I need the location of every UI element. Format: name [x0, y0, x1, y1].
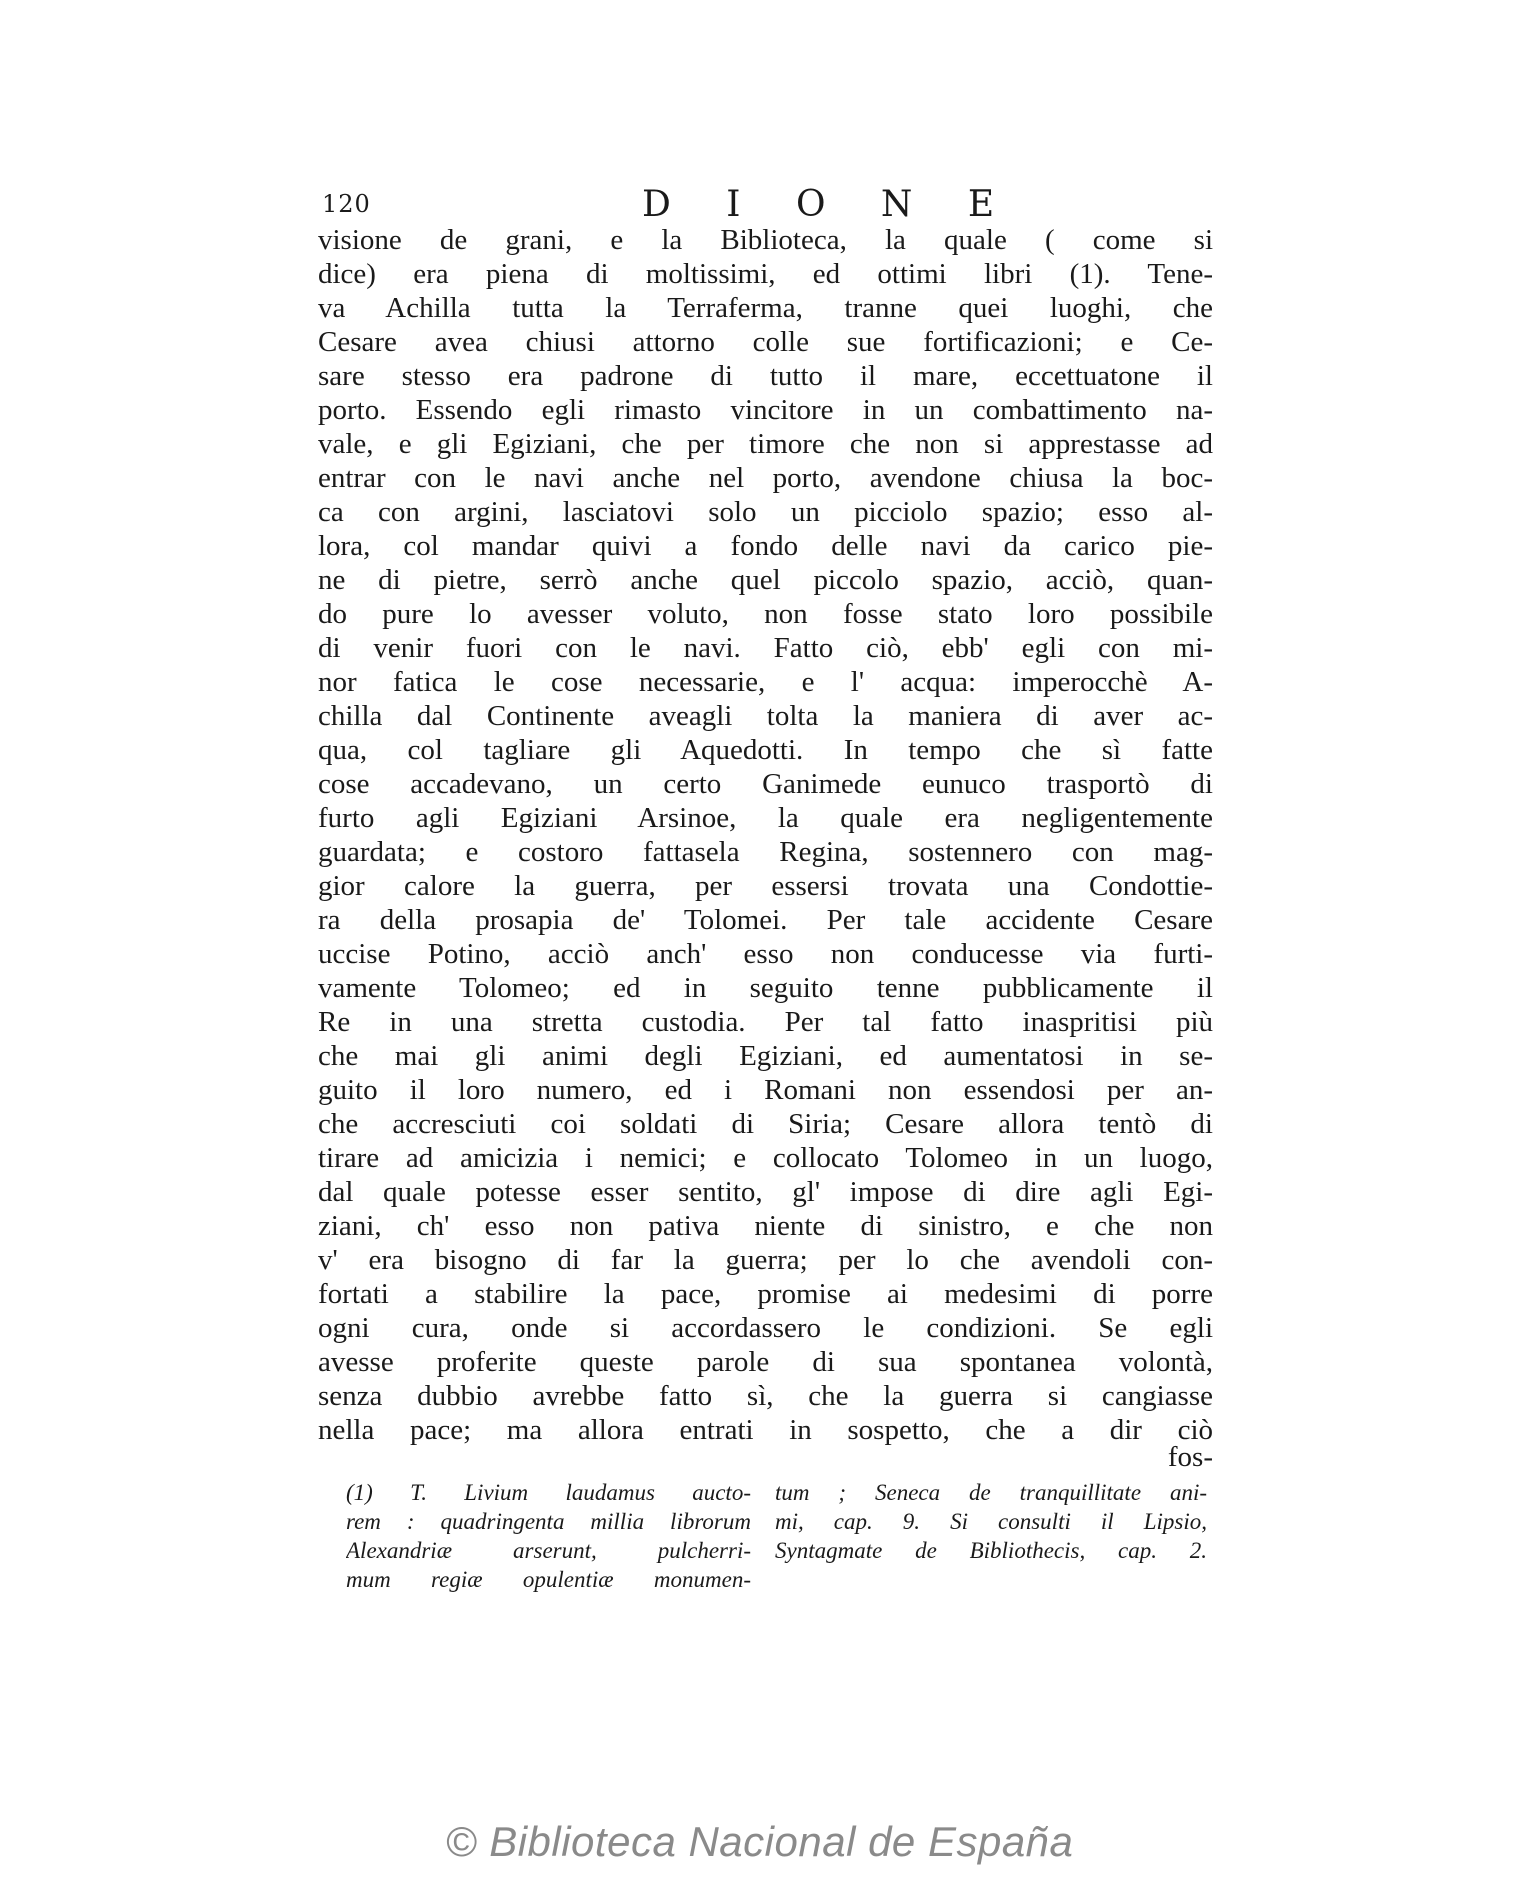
footnote-line: tum ; Seneca de tranquillitate ani-: [775, 1480, 1207, 1505]
body-line: che accresciuti coi soldati di Siria; Cesare allora tentò di: [318, 1108, 1213, 1140]
footnote-right-column: [775, 1478, 1207, 1565]
body-line: do pure lo avesser voluto, non fosse stato loro possibile: [318, 598, 1213, 630]
body-line: dice) era piena di moltissimi, ed ottimi libri (1). Tene-: [318, 258, 1213, 290]
body-line: ogni cura, onde si accordassero le condizioni. Se egli: [318, 1312, 1213, 1344]
body-line: ra della prosapia de' Tolomei. Per tale accidente Cesare: [318, 904, 1213, 936]
body-line: fortati a stabilire la pace, promise ai medesimi di porre: [318, 1278, 1213, 1310]
body-line: va Achilla tutta la Terraferma, tranne quei luoghi, che: [318, 292, 1213, 324]
body-line: uccise Potino, acciò anch' esso non conducesse via furti-: [318, 938, 1213, 970]
footnote-line: Syntagmate de Bibliothecis, cap. 2.: [775, 1538, 1207, 1563]
body-line: nella pace; ma allora entrati in sospetto, che a dir ciò: [318, 1414, 1213, 1446]
body-line: avesse proferite queste parole di sua spontanea volontà,: [318, 1346, 1213, 1378]
body-line: ne di pietre, serrò anche quel piccolo spazio, acciò, quan-: [318, 564, 1213, 596]
footnote-left-column: [346, 1478, 751, 1594]
body-line: chilla dal Continente aveagli tolta la maniera di aver ac-: [318, 700, 1213, 732]
page-number: 120: [322, 190, 371, 218]
body-line: tirare ad amicizia i nemici; e collocato Tolomeo in un luogo,: [318, 1142, 1213, 1174]
footnote-line: (1) T. Livium laudamus aucto-: [346, 1480, 751, 1505]
body-line: gior calore la guerra, per essersi trovata una Condottie-: [318, 870, 1213, 902]
body-line: Cesare avea chiusi attorno colle sue fortificazioni; e Ce-: [318, 326, 1213, 358]
body-line: che mai gli animi degli Egiziani, ed aumentatosi in se-: [318, 1040, 1213, 1072]
body-line: entrar con le navi anche nel porto, avendone chiusa la boc-: [318, 462, 1213, 494]
body-line: vamente Tolomeo; ed in seguito tenne pubblicamente il: [318, 972, 1213, 1004]
footnote-line: rem : quadringenta millia librorum: [346, 1509, 751, 1534]
body-line: guardata; e costoro fattasela Regina, sostennero con mag-: [318, 836, 1213, 868]
body-line: lora, col mandar quivi a fondo delle navi da carico pie-: [318, 530, 1213, 562]
body-line: nor fatica le cose necessarie, e l' acqua: imperocchè A-: [318, 666, 1213, 698]
library-watermark: © Biblioteca Nacional de España: [445, 1818, 1074, 1865]
body-line: dal quale potesse esser sentito, gl' impose di dire agli Egi-: [318, 1176, 1213, 1208]
body-line: qua, col tagliare gli Aquedotti. In tempo che sì fatte: [318, 734, 1213, 766]
body-line: senza dubbio avrebbe fatto sì, che la guerra si cangiasse: [318, 1380, 1213, 1412]
body-line: guito il loro numero, ed i Romani non essendosi per an-: [318, 1074, 1213, 1106]
body-line: v' era bisogno di far la guerra; per lo che avendoli con-: [318, 1244, 1213, 1276]
body-line: ziani, ch' esso non pativa niente di sinistro, e che non: [318, 1210, 1213, 1242]
body-line: di venir fuori con le navi. Fatto ciò, ebb' egli con mi-: [318, 632, 1213, 664]
body-line: vale, e gli Egiziani, che per timore che non si apprestasse ad: [318, 428, 1213, 460]
running-title: D I O N E: [642, 184, 1017, 225]
body-line: visione de grani, e la Biblioteca, la quale ( come si: [318, 224, 1213, 256]
body-line: porto. Essendo egli rimasto vincitore in un combattimento na-: [318, 394, 1213, 426]
footnote-line: mi, cap. 9. Si consulti il Lipsio,: [775, 1509, 1207, 1534]
body-line: cose accadevano, un certo Ganimede eunuco trasportò di: [318, 768, 1213, 800]
body-line: sare stesso era padrone di tutto il mare, eccettuatone il: [318, 360, 1213, 392]
catchword: fos-: [1167, 1441, 1213, 1473]
body-line: furto agli Egiziani Arsinoe, la quale era negligentemente: [318, 802, 1213, 834]
body-line: ca con argini, lasciatovi solo un picciolo spazio; esso al-: [318, 496, 1213, 528]
footnote-line: mum regiæ opulentiæ monumen-: [346, 1567, 751, 1592]
body-line: Re in una stretta custodia. Per tal fatto inaspritisi più: [318, 1006, 1213, 1038]
footnote-line: Alexandriæ arserunt, pulcherri-: [346, 1538, 751, 1563]
body-text: [318, 223, 1213, 1447]
